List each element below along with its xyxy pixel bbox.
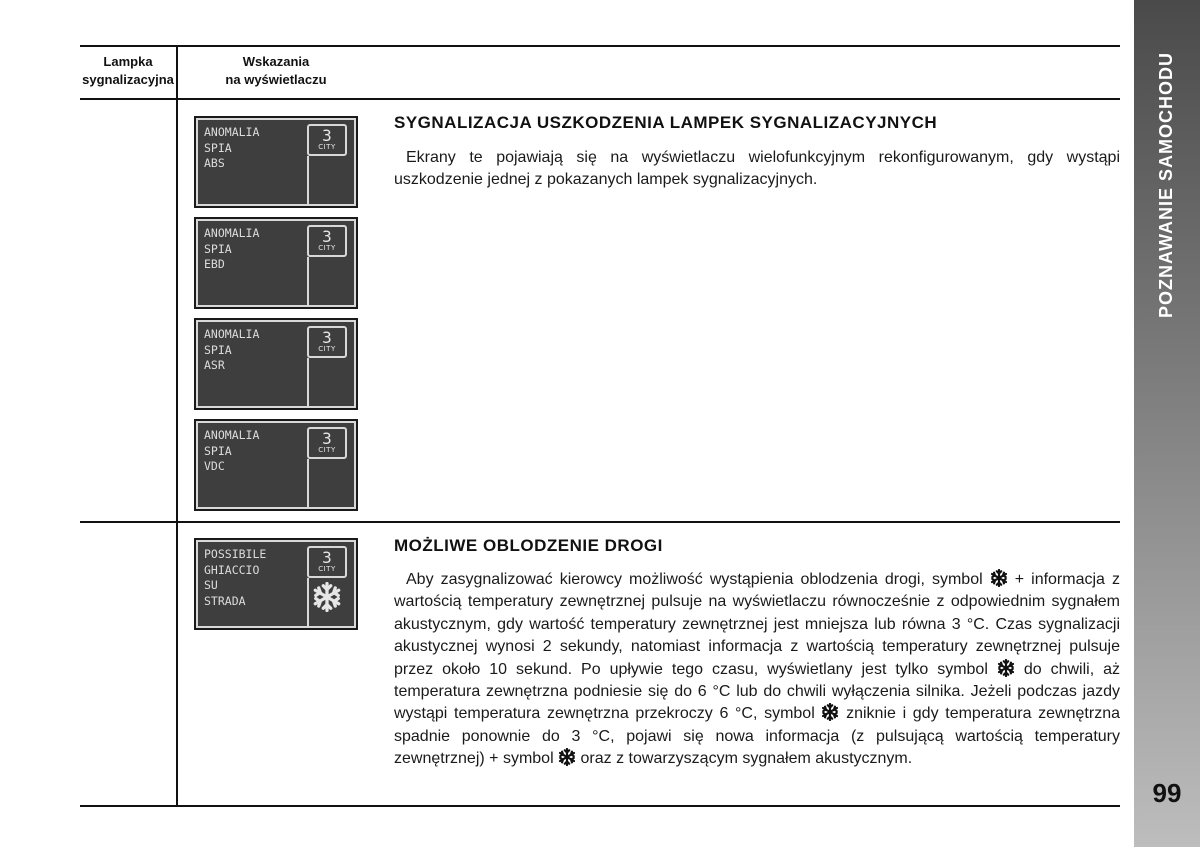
col-header-warning-light bbox=[80, 53, 176, 89]
snowflake-icon bbox=[558, 748, 576, 766]
col-header-line: na wyświetlaczu bbox=[225, 72, 327, 87]
gear-number: 3 bbox=[322, 126, 332, 145]
section-title: POZNAWANIE SAMOCHODU bbox=[1156, 52, 1176, 319]
section-heading-icy-road: MOŻLIWE OBLODZENIE DROGI bbox=[394, 536, 663, 555]
col-header-line: Lampka bbox=[103, 54, 153, 69]
section-heading-lamp-fault: SYGNALIZACJA USZKODZENIA LAMPEK SYGNALIZACYJNYCH bbox=[394, 113, 938, 132]
col-header-display bbox=[196, 53, 356, 89]
display-text: ANOMALIA SPIA ABS bbox=[204, 125, 260, 170]
header-bottom-rule bbox=[80, 98, 1120, 100]
display-text: ANOMALIA SPIA EBD bbox=[204, 226, 260, 271]
paragraph-text: zniknie i gdy temperatura zewnętrzna spadnie ponownie do 3 °C, pojawi się nowa informacja (z pulsującą wartością temperatury zewnętrznej) + symbol bbox=[394, 705, 1120, 768]
paragraph-text: do chwili, aż temperatura zewnętrzna podniesie się do 6 °C lub do chwili wyłączenia silnika. Jeżeli podczas jazdy wystąpi temperatura zewnętrzna przekroczy 6 °C, symbol bbox=[394, 660, 1120, 723]
display-text: POSSIBILE GHIACCIO SU STRADA bbox=[204, 547, 267, 608]
paragraph-text: Ekrany te pojawiają się na wyświetlaczu wielofunkcyjnym rekonfigurowanym, gdy wystąpi uszkodzenie jednej z pokazanych lampek sygnalizacyjnych. bbox=[394, 149, 1120, 189]
display-text: ANOMALIA SPIA ASR bbox=[204, 327, 260, 372]
paragraph-text: Aby zasygnalizować kierowcy możliwość wystąpienia oblodzenia drogi, symbol bbox=[406, 571, 983, 588]
snowflake-icon bbox=[821, 703, 839, 721]
display-divider bbox=[307, 459, 309, 507]
row-divider-rule bbox=[80, 521, 1120, 523]
paragraph-text: + informacja z wartością temperatury zewnętrznej pulsuje na wyświetlaczu równocześnie z odpowiednim sygnałem akustycznym, gdy wartość temperatury zewnętrznej jest mniejsza lub równa 3 °C. Czas sygnalizacji akustycznej wynosi 2 sekundy, natomiast informacja z wartością temperatury zewnętrznej pulsuje przez około 10 sekund. Po upływie tego czasu, wyświetlany jest tylko symbol bbox=[394, 571, 1120, 678]
paragraph-text: oraz z towarzyszącym sygnałem akustycznym. bbox=[580, 750, 913, 768]
page-number: 99 bbox=[1152, 778, 1182, 808]
display-divider bbox=[307, 257, 309, 305]
display-divider bbox=[307, 358, 309, 406]
drive-mode: CITY bbox=[318, 143, 336, 151]
section-body-lamp-fault bbox=[394, 147, 1120, 192]
display-screen bbox=[194, 217, 358, 309]
table-bottom-rule bbox=[80, 805, 1120, 807]
display-text: ANOMALIA SPIA VDC bbox=[204, 428, 260, 473]
drive-mode: CITY bbox=[318, 345, 336, 353]
col-header-line: Wskazania bbox=[242, 54, 310, 69]
snowflake-icon bbox=[990, 569, 1008, 587]
display-screen bbox=[194, 318, 358, 410]
gear-indicator bbox=[307, 546, 347, 578]
snowflake-icon bbox=[997, 659, 1015, 677]
gear-number: 3 bbox=[322, 548, 332, 567]
gear-number: 3 bbox=[322, 227, 332, 246]
table-top-rule bbox=[80, 45, 1120, 47]
snowflake-icon bbox=[312, 582, 342, 612]
gear-indicator bbox=[307, 326, 347, 358]
display-screen bbox=[194, 116, 358, 208]
gear-indicator bbox=[307, 225, 347, 257]
gear-indicator bbox=[307, 124, 347, 156]
col-header-line: sygnalizacyjna bbox=[82, 72, 174, 87]
display-screen-ice bbox=[194, 538, 358, 630]
display-divider bbox=[307, 578, 309, 626]
drive-mode: CITY bbox=[318, 565, 336, 573]
drive-mode: CITY bbox=[318, 244, 336, 252]
gear-number: 3 bbox=[322, 429, 332, 448]
drive-mode: CITY bbox=[318, 446, 336, 454]
column-divider bbox=[176, 45, 178, 807]
display-screen bbox=[194, 419, 358, 511]
display-divider bbox=[307, 156, 309, 204]
section-body-icy-road bbox=[394, 569, 1120, 771]
gear-indicator bbox=[307, 427, 347, 459]
gear-number: 3 bbox=[322, 328, 332, 347]
